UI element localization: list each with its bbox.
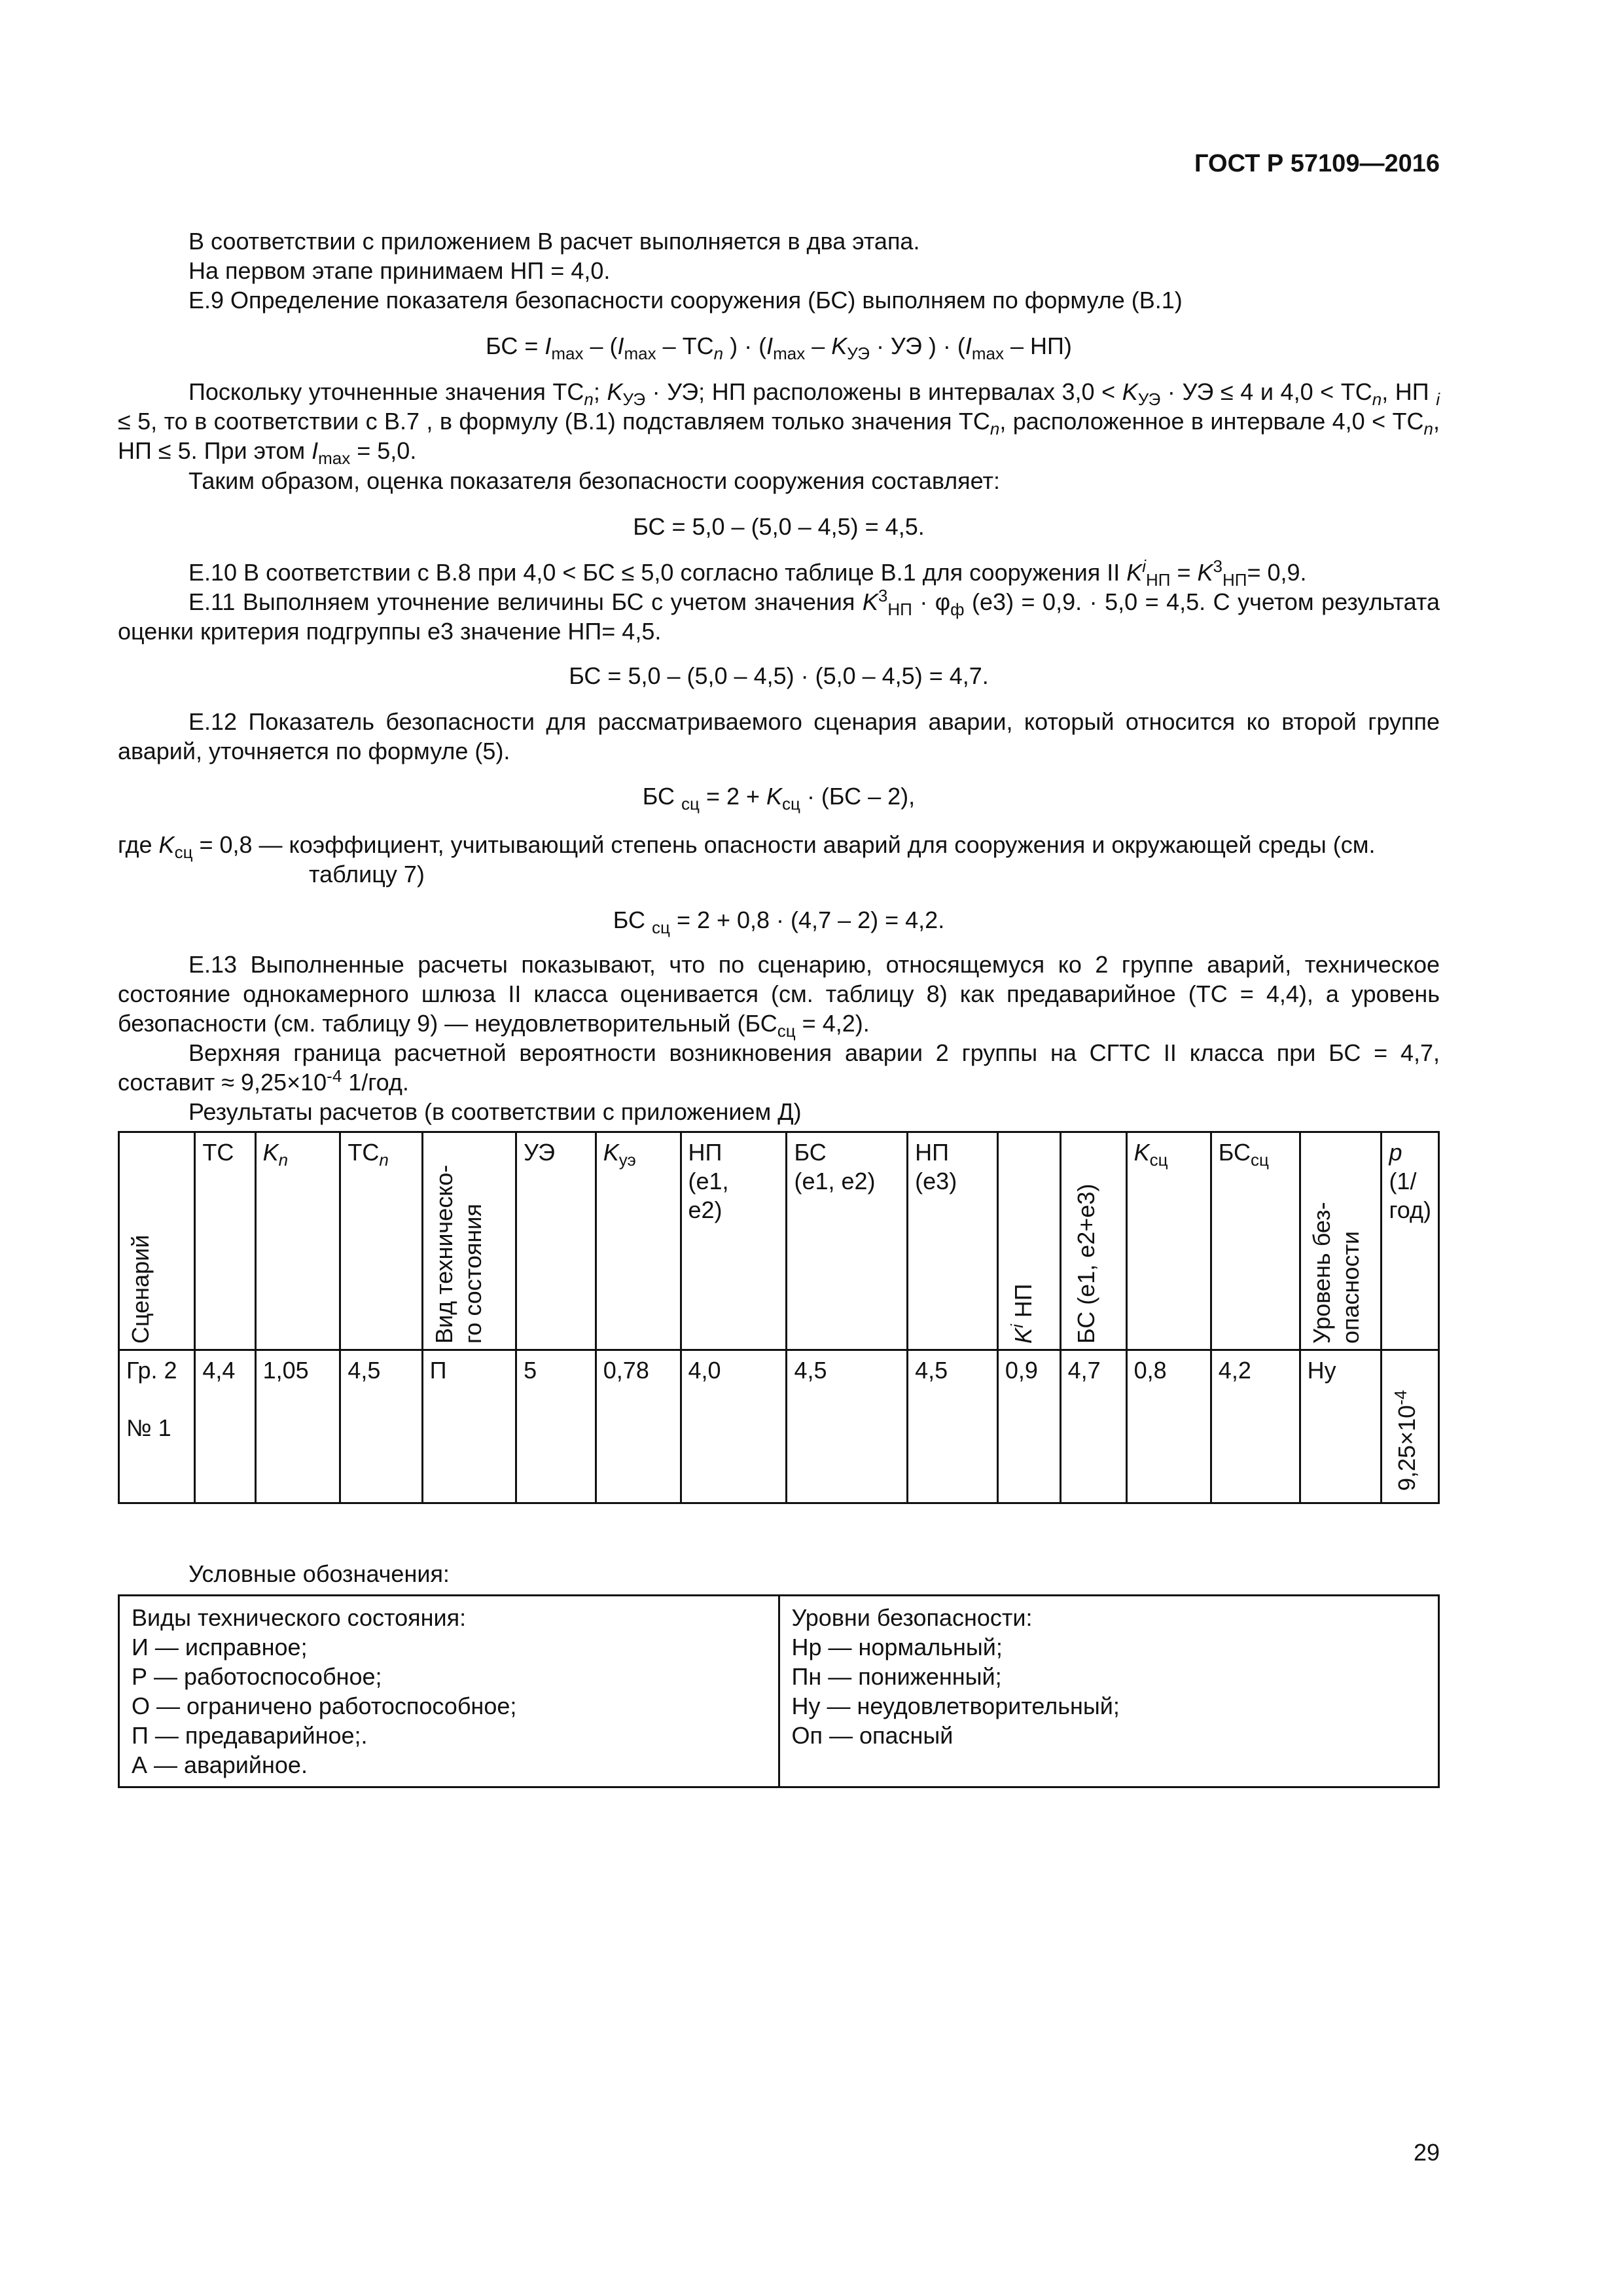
header-bs-sc: $БС_{сц}$ — [1211, 1132, 1300, 1350]
legend-item: Оп — опасный — [791, 1722, 954, 1749]
cell-kue: 0,78 — [596, 1350, 681, 1503]
paragraph-e11: Е.11 Выполняем уточнение величины БС с учетом значения $K^3_{НП} \cdot \varphi_ф$ (е3) = 0,9. · 5,0 = 4,5. С учетом результата оценки критерия подгруппы е3 значение НП= 4,5. — [118, 586, 1440, 645]
formula-bs-value: БС = 5,0 – (5,0 – 4,5) = 4,5. — [633, 513, 925, 540]
legend-tech-states — [119, 1596, 779, 1787]
paragraph-e9: Е.9 Определение показателя безопасности сооружения (БС) выполняем по формуле (В.1) — [188, 287, 1183, 314]
header-ts: ТС — [195, 1132, 255, 1350]
header-tsn: $ТС_n$ — [340, 1132, 422, 1350]
cell-tsn: 4,5 — [340, 1350, 422, 1503]
paragraph-e10: Е.10 В соответствии с В.8 при 4,0 < БС ≤ 5,0 согласно таблице В.1 для сооружения II $K^i_{НП} = K^3_{НП}= 0,9$. — [188, 556, 1307, 590]
cell-scenario: Гр. 2 № 1 — [119, 1350, 195, 1503]
cell-safety-level: Ну — [1300, 1350, 1382, 1503]
header-kue: $K_{уэ}$ — [596, 1132, 681, 1350]
legend-row — [119, 1596, 1439, 1787]
legend-item: И — исправное; — [132, 1634, 308, 1660]
legend-item: Нр — нормальный; — [791, 1634, 1003, 1660]
header-bs-e1e2: БС (е1, е2) — [787, 1132, 908, 1350]
header-scenario: Сценарий — [119, 1132, 195, 1350]
paragraph-assessment: Таким образом, оценка показателя безопасности сооружения составляет: — [188, 467, 1000, 494]
legend-item: А — аварийное. — [132, 1751, 308, 1778]
page-number: 29 — [1413, 2139, 1440, 2166]
paragraph-first-stage: На первом этапе принимаем НП = 4,0. — [188, 257, 611, 284]
cell-tech-state: П — [422, 1350, 516, 1503]
paragraph-intro: В соответствии с приложением В расчет выполняется в два этапа. — [188, 228, 920, 255]
header-probability: p (1/год) — [1382, 1132, 1439, 1350]
cell-ts: 4,4 — [195, 1350, 255, 1503]
formula-bs-refined: БС = 5,0 – (5,0 – 4,5) · (5,0 – 4,5) = 4,7. — [569, 662, 989, 689]
legend-item: О — ограничено работоспособное; — [132, 1693, 517, 1719]
formula-bs-sc: БС $_{сц} = 2 + K_{сц} \cdot (БС - 2)$, — [642, 783, 916, 814]
formula-bs-sc-value: БС $_{сц}$ = 2 + 0,8 · (4,7 – 2) = 4,2. — [613, 906, 945, 938]
legend-table — [118, 1594, 1440, 1788]
legend-item: Пн — пониженный; — [791, 1663, 1002, 1690]
header-tech-state: Вид техническо- го состояния — [422, 1132, 516, 1350]
table-row — [119, 1350, 1439, 1503]
formula-bs: БС = $I_{max} - (I_{max} - ТС_n$ ) · ($I_{max} - K_{УЭ}$ · УЭ ) · $(I_{max} - НП)$ — [486, 332, 1072, 364]
cell-np-e1e2: 4,0 — [681, 1350, 787, 1503]
legend-item: Ну — неудовлетворительный; — [791, 1693, 1120, 1719]
legend-item: Р — работоспособное; — [132, 1663, 382, 1690]
header-ksc: $K_{сц}$ — [1126, 1132, 1211, 1350]
paragraph-probability: Верхняя граница расчетной вероятности возникновения аварии 2 группы на СГТС II класса при БС = 4,7, составит ≈ $9,25\times 10^{-4}$ 1/год. — [118, 1039, 1440, 1096]
header-kn: $K_n$ — [255, 1132, 340, 1350]
cell-ki-np: 0,9 — [997, 1350, 1060, 1503]
legend-right-title: Уровни безопасности: — [791, 1604, 1033, 1631]
cell-np-e3: 4,5 — [908, 1350, 998, 1503]
paragraph-e13: Е.13 Выполненные расчеты показывают, что по сценарию, относящемуся ко 2 группе аварий, техническое состояние однокамерного шлюза II класса оценивается (см. таблицу 8) как предаварийное (ТС = 4,4), а уровень безопасности (см. таблицу 9) — неудовлетворительный $(БС_{сц} = 4,2)$. — [118, 951, 1440, 1041]
document-id: ГОСТ Р 57109—2016 — [1194, 150, 1440, 177]
legend-left-title: Виды технического состояния: — [132, 1604, 467, 1631]
cell-kn: 1,05 — [255, 1350, 340, 1503]
header-safety-level: Уровень без- опасности — [1300, 1132, 1382, 1350]
cell-bs-e1-e2e3: 4,7 — [1060, 1350, 1126, 1503]
header-np-e1e2: НП (е1, е2) — [681, 1132, 787, 1350]
header-ue: УЭ — [516, 1132, 596, 1350]
header-np-e3: НП (е3) — [908, 1132, 998, 1350]
paragraph-where-ksc: где $K_{сц} = 0,8$ — коэффициент, учитывающий степень опасности аварий для сооружения и окружающей среды (см. — [118, 831, 1376, 863]
header-ki-np: $K^i$ НП — [997, 1132, 1060, 1350]
paragraph-where-ksc-ref: таблицу 7) — [309, 861, 425, 888]
legend-safety-levels — [779, 1596, 1439, 1787]
table-caption: Результаты расчетов (в соответствии с приложением Д) — [188, 1098, 802, 1125]
cell-probability: $9,25\times 10^{-4}$ — [1382, 1350, 1439, 1503]
cell-ue: 5 — [516, 1350, 596, 1503]
cell-ksc: 0,8 — [1126, 1350, 1211, 1503]
header-bs-e1-e2e3: БС (е1, е2+е3) — [1060, 1132, 1126, 1350]
results-table — [118, 1131, 1440, 1504]
cell-bs-sc: 4,2 — [1211, 1350, 1300, 1503]
legend-item: П — предаварийное;. — [132, 1722, 368, 1749]
legend-title: Условные обозначения: — [188, 1560, 450, 1587]
paragraph-e12: Е.12 Показатель безопасности для рассматриваемого сценария аварии, который относится ко второй группе аварий, уточняется по формуле (5). — [118, 708, 1440, 764]
table-header-row — [119, 1132, 1439, 1350]
cell-bs-e1e2: 4,5 — [787, 1350, 908, 1503]
paragraph-refined-values: Поскольку уточненные значения $ТС_n$; $K_{УЭ}$ · УЭ; НП расположены в интервалах $3,0 < K_{УЭ}$ · УЭ ≤ 4 и $4,0 < ТС_n$, НП $_i$ ≤ 5, то в соответствии с В.7 , в формулу (В.1) подставляем только значения $ТС_n$, расположенное в интервале $4,0 < ТС_n$, НП ≤ 5. При этом $I_{max} = 5,0$. — [118, 378, 1440, 469]
